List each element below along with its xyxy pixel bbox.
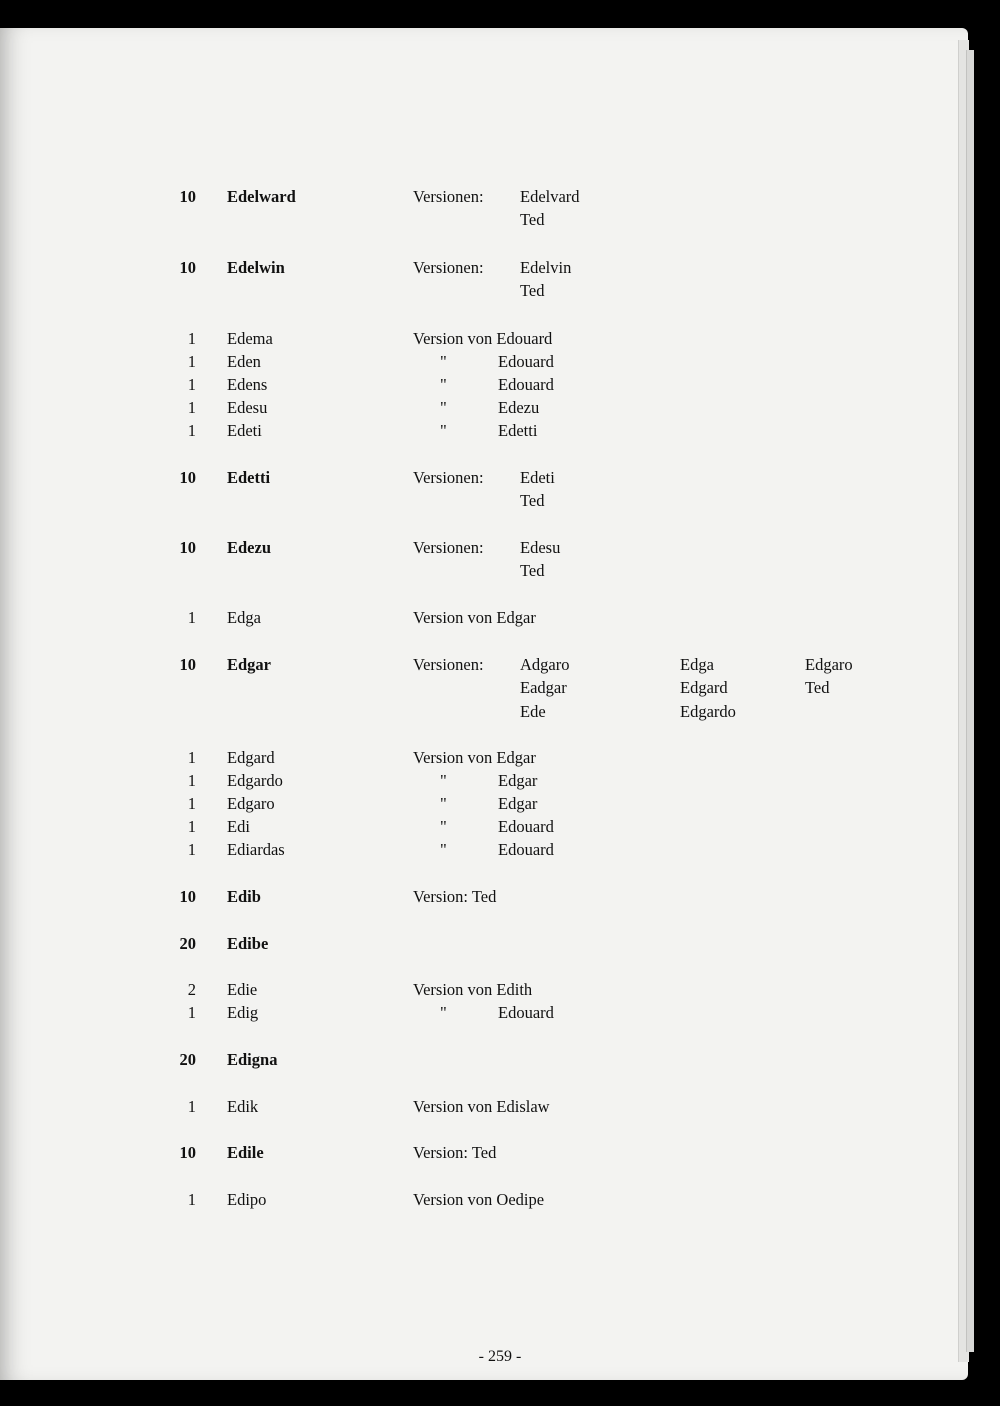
entry-line <box>0 794 968 817</box>
entry-count: 1 <box>187 748 196 767</box>
entry-name: Edesu <box>227 398 268 417</box>
entry-count: 2 <box>187 980 196 999</box>
version-value: Ted <box>520 491 545 510</box>
entry-line <box>0 655 968 678</box>
version-value: Edouard <box>498 375 554 394</box>
entry-line <box>0 561 968 584</box>
entry-line <box>0 1050 968 1073</box>
entry-count: 1 <box>187 817 196 836</box>
entry-name: Edigna <box>227 1050 278 1069</box>
version-value: Edelvin <box>520 258 572 277</box>
entry-name: Eden <box>227 352 261 371</box>
entry-name: Edie <box>227 980 258 999</box>
entry-line <box>0 421 968 444</box>
entry-line <box>0 840 968 863</box>
entry-name: Edezu <box>227 538 272 557</box>
entry-name: Edgard <box>227 748 275 767</box>
entry-line <box>0 210 968 233</box>
entry-count: 1 <box>187 329 196 348</box>
entry-count: 1 <box>187 1190 196 1209</box>
entry-name: Edga <box>227 608 261 627</box>
entry-line <box>0 608 968 631</box>
entry-name: Edelward <box>227 187 296 206</box>
entry-line <box>0 375 968 398</box>
version-value: Ede <box>520 702 546 721</box>
entry-name: Edig <box>227 1003 259 1022</box>
entry-name: Ediardas <box>227 840 285 859</box>
version-label: Versionen: <box>413 655 484 674</box>
version-value: Edgar <box>498 771 538 790</box>
version-value: Edezu <box>498 398 540 417</box>
entry-line <box>0 934 968 957</box>
version-label: Version von Edith <box>413 980 533 999</box>
entry-name: Edile <box>227 1143 264 1162</box>
entry-line <box>0 887 968 910</box>
entry-line <box>0 468 968 491</box>
ditto-mark: " <box>440 352 447 371</box>
entry-line <box>0 748 968 771</box>
entry-line <box>0 352 968 375</box>
entry-name: Edgardo <box>227 771 283 790</box>
entry-name: Edi <box>227 817 250 836</box>
version-value: Edgar <box>498 794 538 813</box>
entry-line <box>0 538 968 561</box>
version-label: Versionen: <box>413 187 484 206</box>
entry-name: Edeti <box>227 421 262 440</box>
entry-count: 1 <box>187 771 196 790</box>
version-value: Edesu <box>520 538 561 557</box>
entry-count: 1 <box>187 421 196 440</box>
entry-line <box>0 771 968 794</box>
entry-count: 1 <box>187 794 196 813</box>
ditto-mark: " <box>440 840 447 859</box>
entry-count: 1 <box>187 352 196 371</box>
version-value: Edouard <box>498 817 554 836</box>
version-value: Ted <box>520 561 545 580</box>
entry-line <box>0 702 968 725</box>
entry-count: 10 <box>179 887 196 906</box>
entry-line <box>0 281 968 304</box>
ditto-mark: " <box>440 794 447 813</box>
entry-count: 10 <box>179 1143 196 1162</box>
entry-line <box>0 187 968 210</box>
version-value: Edgardo <box>680 702 736 721</box>
entry-name: Edib <box>227 887 261 906</box>
version-value: Ted <box>520 281 545 300</box>
entry-line <box>0 1003 968 1026</box>
version-label: Versionen: <box>413 468 484 487</box>
version-label: Versionen: <box>413 258 484 277</box>
ditto-mark: " <box>440 421 447 440</box>
entry-count: 10 <box>179 655 196 674</box>
entry-count: 1 <box>187 375 196 394</box>
entry-name: Edgaro <box>227 794 275 813</box>
version-label: Version von Edgar <box>413 748 536 767</box>
version-value: Edelvard <box>520 187 580 206</box>
ditto-mark: " <box>440 375 447 394</box>
version-value: Ted <box>805 678 830 697</box>
entry-line <box>0 398 968 421</box>
entry-name: Edik <box>227 1097 259 1116</box>
entry-name: Edgar <box>227 655 272 674</box>
entry-name: Edibe <box>227 934 269 953</box>
entry-count: 10 <box>179 187 196 206</box>
entry-line <box>0 1190 968 1213</box>
version-label: Versionen: <box>413 538 484 557</box>
entry-line <box>0 258 968 281</box>
version-value: Edeti <box>520 468 555 487</box>
entry-count: 1 <box>187 1097 196 1116</box>
ditto-mark: " <box>440 771 447 790</box>
version-label: Version: Ted <box>413 1143 497 1162</box>
entry-count: 1 <box>187 608 196 627</box>
version-value: Edouard <box>498 1003 554 1022</box>
entry-line <box>0 817 968 840</box>
entry-count: 1 <box>187 840 196 859</box>
entry-line <box>0 491 968 514</box>
entry-count: 10 <box>179 468 196 487</box>
version-value: Edgaro <box>805 655 853 674</box>
entry-line <box>0 1097 968 1120</box>
version-label: Version von Edislaw <box>413 1097 550 1116</box>
version-value: Adgaro <box>520 655 570 674</box>
page-number: - 259 - <box>478 1348 522 1365</box>
entry-name: Edetti <box>227 468 271 487</box>
entry-name: Edens <box>227 375 268 394</box>
entry-count: 1 <box>187 398 196 417</box>
entry-count: 10 <box>179 258 196 277</box>
version-label: Version von Oedipe <box>413 1190 545 1209</box>
entry-line <box>0 1143 968 1166</box>
ditto-mark: " <box>440 398 447 417</box>
entry-count: 10 <box>179 538 196 557</box>
entry-count: 20 <box>179 1050 196 1069</box>
ditto-mark: " <box>440 817 447 836</box>
version-value: Eadgar <box>520 678 567 697</box>
version-value: Edouard <box>498 352 554 371</box>
entry-line <box>0 980 968 1003</box>
entry-name: Edema <box>227 329 273 348</box>
ditto-mark: " <box>440 1003 447 1022</box>
version-value: Edouard <box>498 840 554 859</box>
entry-count: 20 <box>179 934 196 953</box>
version-value: Edgard <box>680 678 728 697</box>
entry-line <box>0 678 968 701</box>
version-label: Version: Ted <box>413 887 497 906</box>
version-label: Version von Edgar <box>413 608 536 627</box>
version-value: Edetti <box>498 421 538 440</box>
version-value: Ted <box>520 210 545 229</box>
version-value: Edga <box>680 655 714 674</box>
entry-count: 1 <box>187 1003 196 1022</box>
entry-name: Edipo <box>227 1190 267 1209</box>
version-label: Version von Edouard <box>413 329 553 348</box>
entry-name: Edelwin <box>227 258 285 277</box>
entry-line <box>0 329 968 352</box>
